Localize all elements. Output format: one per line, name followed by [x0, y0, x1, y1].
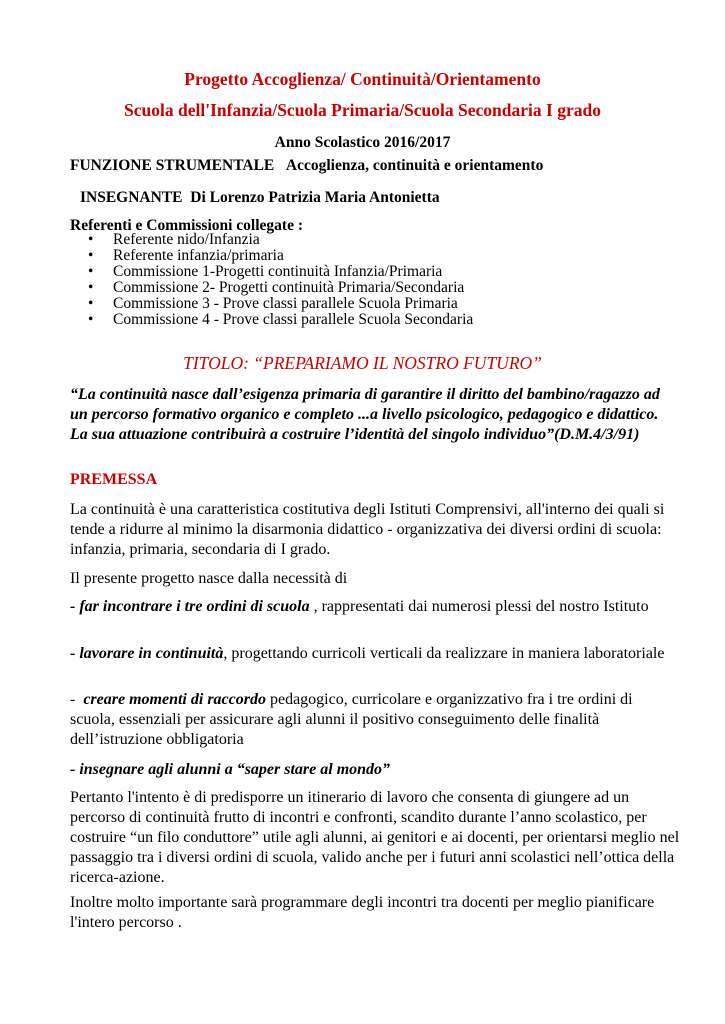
continuity-quote: “La continuità nasce dall’esigenza primaria di garantire il diritto del bambino/ragazzo ad un percorso formativo organico e completo ...a livello psicologico, pedagogico e didattico. La sua attuazione contribuirà a costruire l’identità del singolo individuo”(D.M.4/3/91) — [70, 386, 660, 443]
goal-item-2 — [70, 644, 680, 664]
premessa-paragraph-3: Pertanto l'intento è di predisporre un itinerario di lavoro che consenta di giungere ad un percorso di continuità frutto di incontri e confronti, scandito durante l’anno scolastico, per costruire “un filo conduttore” utile agli alunni, ai genitori e ai docenti, per orientarsi meglio nel passaggio tra i diversi ordini di scuola, valido anche per i futuri anni scolastici nell’ottica della ricerca-azione. — [70, 789, 680, 886]
goal-item-1-emphasis: - far incontrare i tre ordini di scuola — [70, 598, 310, 615]
bullet-icon: • — [88, 263, 94, 280]
bullet-icon: • — [88, 279, 94, 296]
school-levels-title: Scuola dell'Infanzia/Scuola Primaria/Scuola Secondaria I grado — [124, 100, 601, 120]
goal-item-2-text: , progettando curricoli verticali da realizzare in maniera laboratoriale — [223, 645, 665, 662]
premessa-heading: PREMESSA — [70, 471, 158, 488]
project-title: Progetto Accoglienza/ Continuità/Orientamento — [184, 69, 541, 89]
list-item-text: Commissione 2- Progetti continuità Primaria/Secondaria — [113, 279, 465, 296]
list-item-text: Commissione 4 - Prove classi parallele Scuola Secondaria — [113, 311, 474, 328]
bullet-icon: • — [88, 311, 94, 328]
insegnante-value: Di Lorenzo Patrizia Maria Antonietta — [190, 189, 440, 206]
referenti-heading: Referenti e Commissioni collegate : — [70, 217, 304, 234]
bullet-icon: • — [88, 247, 94, 264]
school-year: Anno Scolastico 2016/2017 — [274, 134, 451, 151]
funzione-strumentale — [70, 157, 543, 175]
list-item — [88, 296, 473, 312]
bullet-icon: • — [88, 231, 94, 248]
list-item-text: Commissione 1-Progetti continuità Infanzia/Primaria — [113, 263, 443, 280]
goal-item-3 — [70, 690, 680, 750]
insegnante — [80, 189, 440, 207]
titolo: TITOLO: “PREPARIAMO IL NOSTRO FUTURO” — [183, 353, 542, 373]
premessa-paragraph-1: La continuità è una caratteristica costitutiva degli Istituti Comprensivi, all'interno dei quali si tende a ridurre al minimo la disarmonia didattico - organizzativa dei diversi ordini di scuola: infanzia, primaria, secondaria di I grado. — [70, 501, 665, 558]
list-item — [88, 248, 473, 264]
funzione-value: Accoglienza, continuità e orientamento — [285, 157, 544, 174]
premessa-paragraph-4: Inoltre molto importante sarà programmare degli incontri tra docenti per meglio pianificare l'intero percorso . — [70, 894, 655, 931]
funzione-label: FUNZIONE STRUMENTALE — [70, 157, 275, 174]
insegnante-label: INSEGNANTE — [80, 189, 183, 206]
goal-item-2-emphasis: - lavorare in continuità — [70, 645, 224, 662]
goal-item-3-emphasis: creare momenti di raccordo — [83, 691, 266, 708]
list-item — [88, 232, 473, 248]
goal-item-3-text: pedagogico, curricolare e organizzativo fra i tre ordini di scuola, essenziali per assicurare agli alunni il positivo conseguimento delle finalità dell’istruzione obbligatoria — [70, 691, 633, 748]
list-item-text: Referente infanzia/primaria — [113, 247, 284, 264]
goal-item-4: - insegnare agli alunni a “saper stare al mondo” — [70, 761, 391, 778]
referenti-list — [88, 232, 473, 328]
goal-item-1 — [70, 597, 680, 617]
list-item — [88, 312, 473, 328]
list-item — [88, 280, 473, 296]
premessa-paragraph-2: Il presente progetto nasce dalla necessità di — [70, 570, 348, 587]
goal-item-3-dash: - — [70, 691, 84, 708]
list-item-text: Referente nido/Infanzia — [113, 231, 260, 248]
list-item-text: Commissione 3 - Prove classi parallele Scuola Primaria — [113, 295, 458, 312]
list-item — [88, 264, 473, 280]
bullet-icon: • — [88, 295, 94, 312]
goal-item-1-text: , rappresentati dai numerosi plessi del nostro Istituto — [309, 598, 649, 615]
